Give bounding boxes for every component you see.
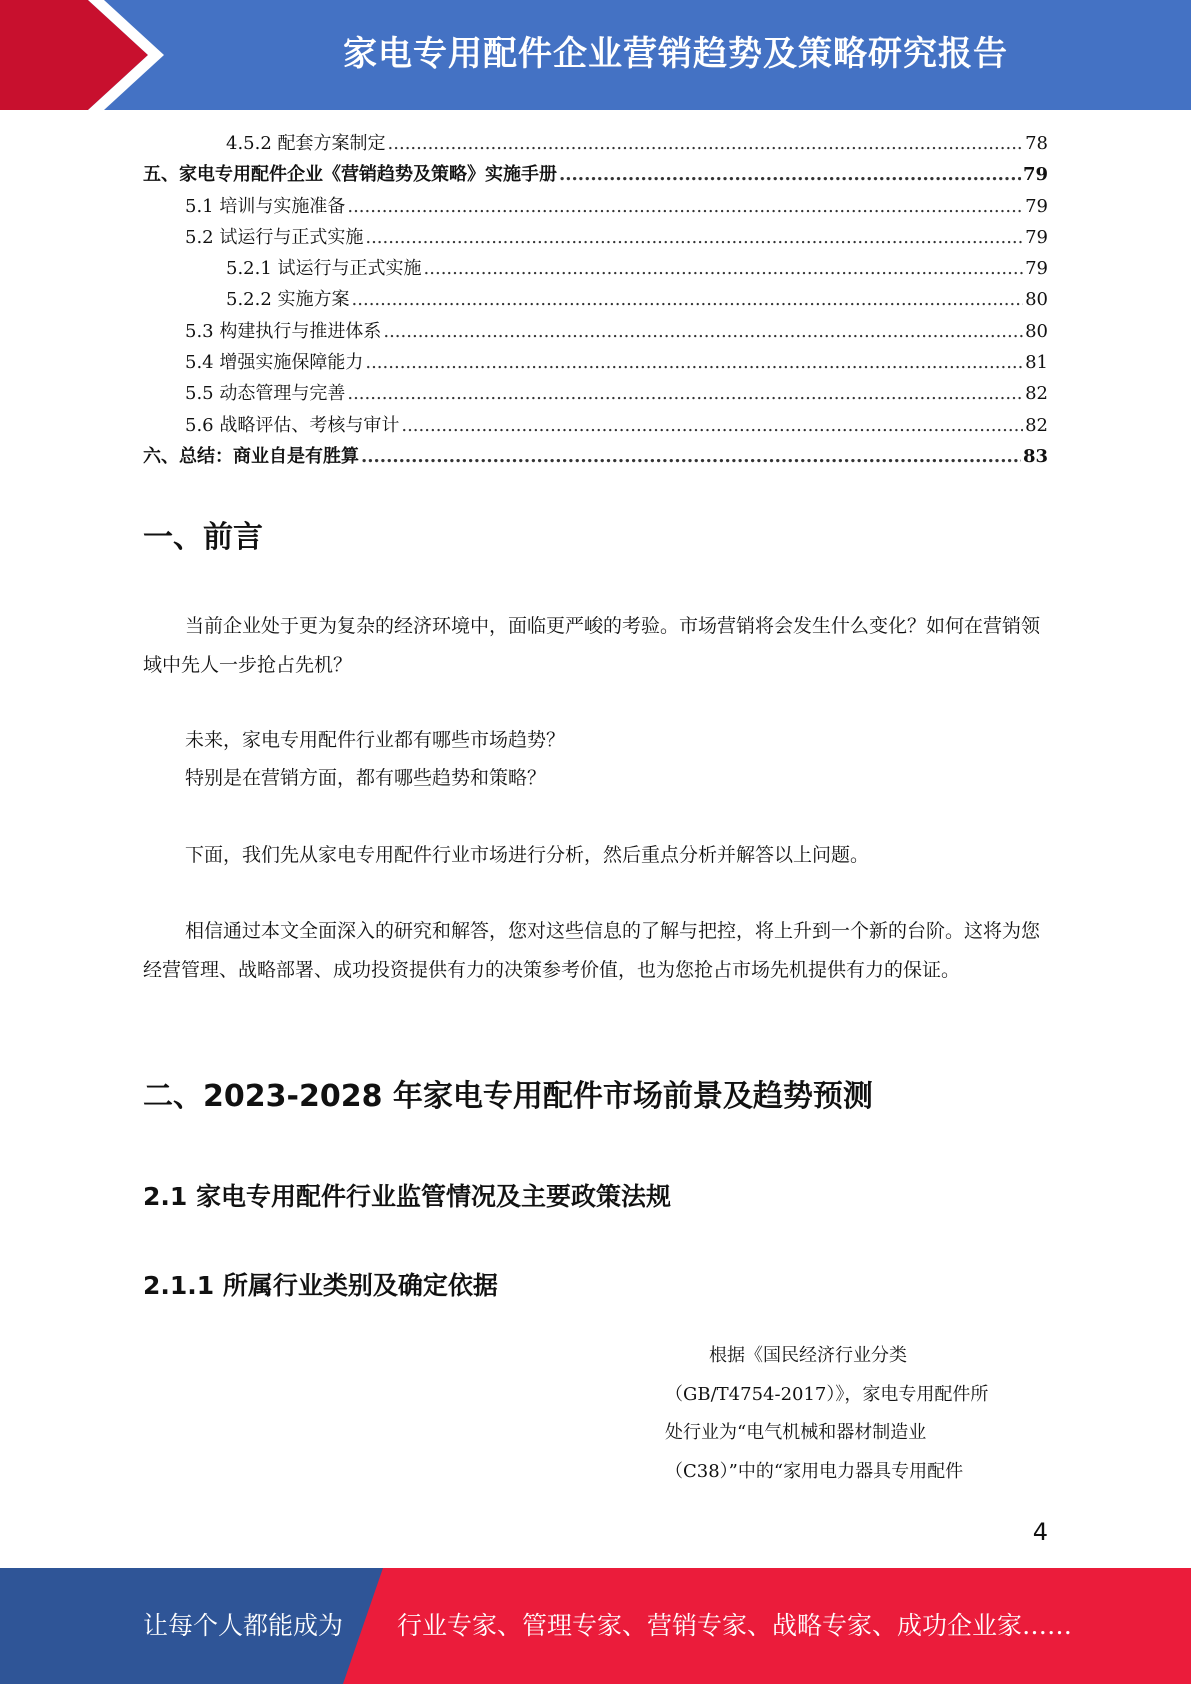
side-line: （C38）”中的“家用电力器具专用配件 (665, 1460, 964, 1482)
toc-entry-title: 5.4 增强实施保障能力 (185, 352, 364, 374)
toc-entry-page: 82 (1025, 383, 1048, 405)
toc-entry-page: 80 (1025, 320, 1048, 342)
toc-entry[interactable] (143, 128, 1048, 159)
header-arrow-shape (0, 0, 170, 110)
toc-entry[interactable] (143, 191, 1048, 222)
page-footer (0, 1568, 1191, 1684)
preface-question-2: 特别是在营销方面，都有哪些趋势和策略？ (185, 767, 547, 789)
toc-entry[interactable] (143, 441, 1048, 472)
toc-entry[interactable] (143, 222, 1048, 253)
toc-entry-page: 79 (1025, 195, 1048, 217)
section-2-1-heading: 2.1 家电专用配件行业监管情况及主要政策法规 (143, 1182, 671, 1211)
toc-leader-dots (365, 222, 1023, 253)
toc-leader-dots (388, 128, 1024, 159)
preface-paragraph-2: 下面，我们先从家电专用配件行业市场进行分析，然后重点分析并解答以上问题。 (185, 844, 870, 866)
toc-entry-page: 81 (1025, 352, 1048, 374)
page-number: 4 (1032, 1518, 1048, 1546)
toc-entry[interactable] (143, 316, 1048, 347)
side-line: （GB/T4754-2017）》，家电专用配件所 (665, 1383, 989, 1405)
toc-entry-title: 5.5 动态管理与完善 (185, 383, 346, 405)
toc-entry-title: 六、总结：商业自是有胜算 (143, 445, 359, 467)
toc-entry-title: 5.2.1 试运行与正式实施 (226, 258, 422, 280)
toc-entry-title: 5.2.2 实施方案 (226, 289, 350, 311)
chapter-2-heading: 二、2023-2028 年家电专用配件市场前景及趋势预测 (143, 1079, 873, 1114)
toc-leader-dots (347, 378, 1023, 409)
side-line: 根据《国民经济行业分类 (709, 1345, 907, 1366)
preface-paragraph-1: 当前企业处于更为复杂的经济环境中，面临更严峻的考验。市场营销将会发生什么变化？如何在营销领域中先人一步抢占先机？ (143, 615, 1041, 676)
footer-slogan-left: 让每个人都能成为 (143, 1611, 344, 1640)
toc-leader-dots (401, 410, 1023, 441)
preface-question-1: 未来，家电专用配件行业都有哪些市场趋势？ (185, 729, 566, 751)
toc-entry-page: 78 (1025, 133, 1048, 154)
toc-leader-dots (352, 284, 1024, 315)
toc-entry-title: 5.2 试运行与正式实施 (185, 226, 364, 248)
side-line: 处行业为“电气机械和器材制造业 (665, 1422, 927, 1443)
toc-entry-page: 82 (1025, 414, 1048, 436)
preface-heading: 一、前言 (143, 520, 263, 555)
toc-entry-title: 5.6 战略评估、考核与审计 (185, 414, 400, 436)
toc-entry[interactable] (143, 159, 1048, 190)
toc-entry-title: 5.3 构建执行与推进体系 (185, 320, 382, 342)
toc-leader-dots (559, 159, 1021, 190)
toc-entry-page: 79 (1025, 258, 1048, 280)
toc-entry-page: 80 (1025, 289, 1048, 311)
toc-leader-dots (347, 191, 1023, 222)
preface-paragraph-3: 相信通过本文全面深入的研究和解答，您对这些信息的了解与把控，将上升到一个新的台阶。这将为您经营管理、战略部署、成功投资提供有力的决策参考价值，也为您抢占市场先机提供有力的保证。 (143, 920, 1041, 981)
toc-entry[interactable] (143, 410, 1048, 441)
toc-entry[interactable] (143, 284, 1048, 315)
toc-entry-page: 79 (1022, 164, 1048, 186)
section-2-1-1-heading: 2.1.1 所属行业类别及确定依据 (143, 1271, 498, 1300)
toc-leader-dots (365, 347, 1023, 378)
footer-slogan-right: 行业专家、管理专家、营销专家、战略专家、成功企业家…… (397, 1611, 1073, 1640)
page-header (0, 0, 1191, 110)
table-of-contents (143, 128, 1048, 472)
toc-entry[interactable] (143, 347, 1048, 378)
report-title: 家电专用配件企业营销趋势及策略研究报告 (343, 34, 1008, 74)
toc-entry[interactable] (143, 253, 1048, 284)
toc-entry-page: 83 (1022, 445, 1048, 467)
toc-leader-dots (424, 253, 1024, 284)
toc-entry-title: 4.5.2 配套方案制定 (226, 133, 386, 154)
toc-leader-dots (361, 441, 1021, 472)
toc-entry-page: 79 (1025, 226, 1048, 248)
toc-leader-dots (383, 316, 1023, 347)
toc-entry[interactable] (143, 378, 1048, 409)
side-paragraph (665, 1337, 1045, 1491)
toc-entry-title: 5.1 培训与实施准备 (185, 195, 346, 217)
toc-entry-title: 五、家电专用配件企业《营销趋势及策略》实施手册 (143, 164, 557, 186)
